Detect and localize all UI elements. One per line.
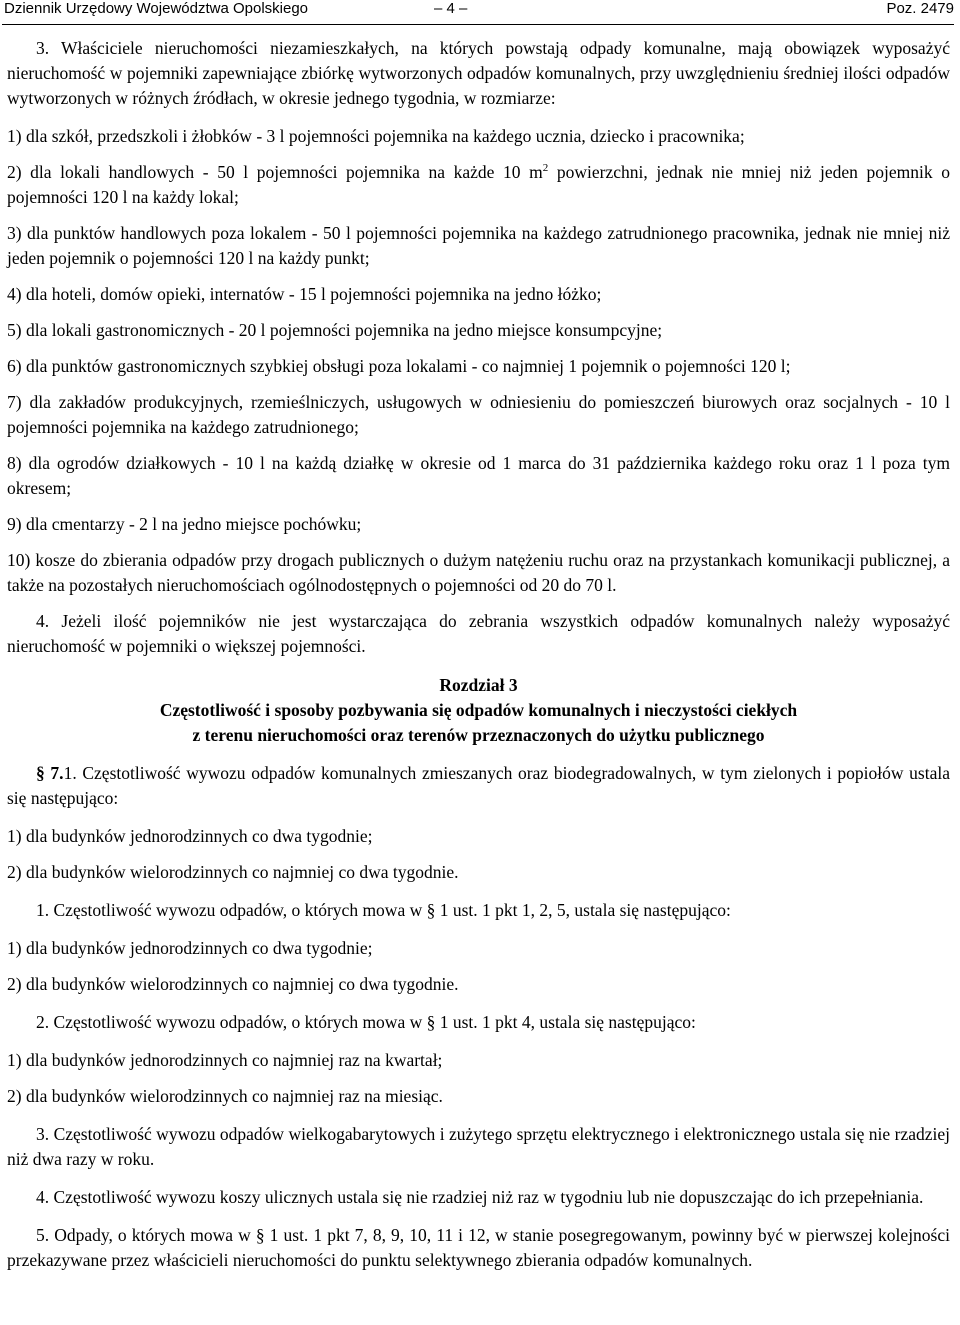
container-size-list (7, 124, 950, 598)
list-item: 1) dla budynków jednorodzinnych co dwa tygodnie; (7, 826, 373, 846)
section-7-point-2: 2. Częstotliwość wywozu odpadów, o których mowa w § 1 ust. 1 pkt 4, ustala się następująco: (36, 1012, 696, 1032)
journal-title: Dziennik Urzędowy Województwa Opolskiego (4, 0, 309, 17)
chapter-title-line-2: z terenu nieruchomości oraz terenów przeznaczonych do użytku publicznego (192, 725, 765, 745)
section-7-point-5: 5. Odpady, o których mowa w § 1 ust. 1 pkt 7, 8, 9, 10, 11 i 12, w stanie posegregowanym, powinny być w pierwszej kolejności przekazywane przez właścicieli nieruchomości do punktu selektywnego zbierania odpadów komunalnych. (7, 1225, 950, 1270)
frequency-list-a (7, 824, 950, 885)
section-7-point-1: 1. Częstotliwość wywozu odpadów, o których mowa w § 1 ust. 1 pkt 1, 2, 5, ustala się następująco: (36, 900, 731, 920)
list-item: 2) dla budynków wielorodzinnych co najmniej co dwa tygodnie. (7, 974, 459, 994)
list-item (7, 160, 950, 210)
list-item: 1) dla budynków jednorodzinnych co najmniej raz na kwartał; (7, 1050, 443, 1070)
list-item-text-rest: powierzchni, jednak nie mniej niż jeden pojemnik o pojemności 120 l na każdy lokal; (7, 162, 950, 207)
list-item-text: 2) dla lokali handlowych - 50 l pojemności pojemnika na każde 10 m (7, 162, 543, 182)
list-item: 1) dla szkół, przedszkoli i żłobków - 3 l pojemności pojemnika na każdego ucznia, dziecko i pracownika; (7, 126, 745, 146)
list-item: 1) dla budynków jednorodzinnych co dwa tygodnie; (7, 938, 373, 958)
document-body (7, 36, 950, 1273)
list-item: 2) dla budynków wielorodzinnych co najmniej raz na miesiąc. (7, 1086, 443, 1106)
section-7-point-4: 4. Częstotliwość wywozu koszy ulicznych ustala się nie rzadziej niż raz w tygodniu lub nie dopuszczając do ich przepełniania. (36, 1187, 924, 1207)
list-item: 5) dla lokali gastronomicznych - 20 l pojemności pojemnika na jedno miejsce konsumpcyjne; (7, 320, 663, 340)
page-header (2, 0, 954, 25)
position-number: Poz. 2479 (886, 0, 954, 17)
chapter-title-line-1: Częstotliwość i sposoby pozbywania się odpadów komunalnych i nieczystości ciekłych (159, 700, 798, 720)
paragraph-4: 4. Jeżeli ilość pojemników nie jest wystarczająca do zebrania wszystkich odpadów komunalnych należy wyposażyć nieruchomość w pojemniki o większej pojemności. (7, 611, 950, 656)
list-item: 3) dla punktów handlowych poza lokalem - 50 l pojemności pojemnika na każdego zatrudnionego pracownika, jednak nie mniej niż jeden pojemnik o pojemności 120 l na każdy punkt; (7, 223, 950, 268)
section-7-intro (7, 761, 950, 811)
list-item: 9) dla cmentarzy - 2 l na jedno miejsce pochówku; (7, 514, 362, 534)
section-7-point-3: 3. Częstotliwość wywozu odpadów wielkogabarytowych i zużytego sprzętu elektrycznego i elektronicznego ustala się nie rzadziej niż dwa razy w roku. (7, 1124, 950, 1169)
list-item: 6) dla punktów gastronomicznych szybkiej obsługi poza lokalami - co najmniej 1 pojemnik o pojemności 120 l; (7, 356, 791, 376)
chapter-heading (7, 673, 950, 748)
paragraph-3: 3. Właściciele nieruchomości niezamieszkałych, na których powstają odpady komunalne, mają obowiązek wyposażyć nieruchomość w pojemniki zapewniające zbiórkę wytworzonych odpadów komunalnych, przy uwzględnieniu średniej ilości odpadów wytworzonych w różnych źródłach, w okresie jednego tygodnia, w rozmiarze: (7, 38, 950, 108)
chapter-number: Rozdział 3 (439, 675, 518, 695)
list-item: 7) dla zakładów produkcyjnych, rzemieślniczych, usługowych w odniesieniu do pomieszczeń biurowych oraz socjalnych - 10 l pojemności pojemnika na każdego zatrudnionego; (7, 392, 950, 437)
page-number: – 4 – (434, 0, 468, 17)
frequency-list-c (7, 1048, 950, 1109)
section-7-head: § 7. (36, 763, 64, 783)
list-item: 4) dla hoteli, domów opieki, internatów - 15 l pojemności pojemnika na jedno łóżko; (7, 284, 602, 304)
frequency-list-b (7, 936, 950, 997)
section-7-intro-text: 1. Częstotliwość wywozu odpadów komunalnych zmieszanych oraz biodegradowalnych, w tym zielonych i popiołów ustala się następująco: (7, 763, 951, 808)
list-item: 10) kosze do zbierania odpadów przy drogach publicznych o dużym natężeniu ruchu oraz na przystankach komunikacji publicznej, a także na pozostałych nieruchomościach ogólnodostępnych o pojemności od 20 do 70 l. (7, 550, 950, 595)
superscript: 2 (542, 162, 549, 174)
list-item: 2) dla budynków wielorodzinnych co najmniej co dwa tygodnie. (7, 862, 459, 882)
list-item: 8) dla ogrodów działkowych - 10 l na każdą działkę w okresie od 1 marca do 31 października każdego roku oraz 1 l poza tym okresem; (7, 453, 950, 498)
